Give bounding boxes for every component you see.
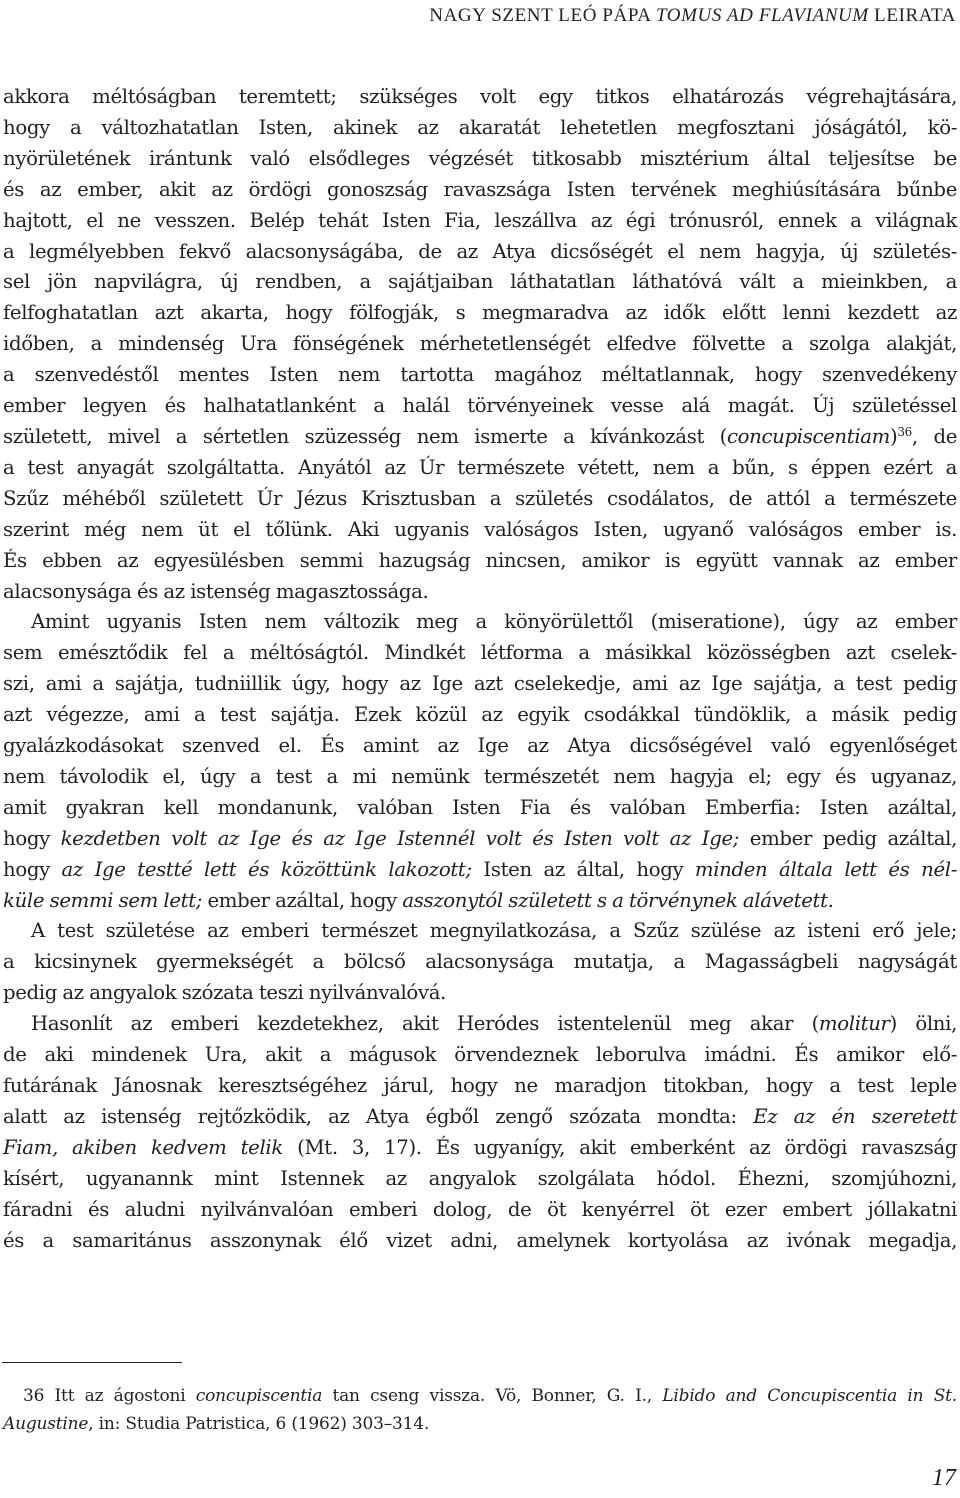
text-line: a szenvedéstől mentes Isten nem tartotta magához méltatlannak, hogy szenvedékeny <box>3 363 957 387</box>
text-line: küle semmi sem lett; ember azáltal, hogy asszonytól született s a törvénynek alávetett. <box>3 888 834 912</box>
text-line: és a samaritánus asszonynak élő vizet adni, amelynek kortyolása az ivónak megadja, <box>3 1228 957 1252</box>
text-line: felfoghatatlan azt akarta, hogy fölfogják, s megmaradva az idők előtt lenni kezdett az <box>3 301 957 325</box>
text-line: hogy az Ige testté lett és közöttünk lakozott; Isten az által, hogy minden általa lett és nél- <box>3 857 957 881</box>
text-line: és az ember, akit az ördögi gonoszság ravaszsága Isten tervének meghiúsítására bűnbe <box>3 177 957 201</box>
text-line: hogy kezdetben volt az Ige és az Ige Istennél volt és Isten volt az Ige; ember pedig azáltal, <box>3 826 958 850</box>
text-line: nem távolodik el, úgy a test a mi nemünk természetét nem hagyja el; egy és ugyanaz, <box>3 764 957 788</box>
text-line: akkora méltóságban teremtett; szükséges volt egy titkos elhatározás végrehajtására, <box>3 85 957 108</box>
text-line: a test anyagát szolgáltatta. Anyától az Úr természete vétett, nem a bűn, s éppen ezért a <box>3 455 957 479</box>
text-line: A test születése az emberi természet megnyilatkozása, a Szűz szülése az isteni erő jele; <box>31 919 957 943</box>
text-line: sel jön napvilágra, új rendben, a sajátjaiban láthatatlan láthatóvá vált a mieinkben, a <box>3 270 957 294</box>
text-line: Fiam, akiben kedvem telik (Mt. 3, 17). És ugyanígy, akit emberként az ördögi ravaszság <box>3 1135 957 1159</box>
footnote-divider <box>2 1362 182 1363</box>
header-italic-title: TOMUS AD FLAVIANUM <box>655 5 869 26</box>
header-text-end: LEIRATA <box>868 5 956 26</box>
text-line: szerint még nem üt el tőlünk. Aki ugyanis valóságos Isten, ugyanő valóságos ember is. <box>3 517 957 541</box>
header-text: NAGY SZENT LEÓ PÁPA <box>429 5 656 26</box>
text-line: gyalázkodásokat szenved el. És amint az Ige az Atya dicsőségével való egyenlőséget <box>3 734 957 758</box>
text-line: Hasonlít az emberi kezdetekhez, akit Heródes istentelenül meg akar (molitur) ölni, <box>31 1012 957 1036</box>
footnote-line: 36 Itt az ágostoni concupiscentia tan cseng vissza. Vö, Bonner, G. I., Libido and Concupiscentia in St. <box>23 1386 957 1406</box>
text-line: pedig az angyalok szózata teszi nyilvánvalóvá. <box>3 981 446 1005</box>
text-line: alacsonysága és az istenség magasztossága. <box>3 579 429 603</box>
running-header <box>429 5 956 27</box>
text-line: alatt az istenség rejtőzködik, az Atya égből zengő szózata mondta: Ez az én szeretett <box>3 1104 957 1128</box>
text-line: időben, a mindenség Ura fönségének mérhetetlenségét elfedve fölvette a szolga alakját, <box>3 332 957 356</box>
text-line: a kicsinynek gyermekségét a bölcső alacsonysága mutatja, a Magasságbeli nagyságát <box>3 950 957 974</box>
text-line: a legmélyebben fekvő alacsonyságába, de az Atya dicsőségét el nem hagyja, új születés- <box>3 239 957 263</box>
text-line: ember legyen és halhatatlanként a halál törvényeinek vesse alá magát. Új születéssel <box>3 394 957 418</box>
page-number: 17 <box>932 1465 956 1491</box>
footnote-line: Augustine, in: Studia Patristica, 6 (1962) 303–314. <box>3 1413 430 1434</box>
footnote <box>3 1383 957 1438</box>
text-line: nyörületének irántunk való elsődleges végzését titkosabb misztérium által teljesítse be <box>3 146 957 170</box>
text-line: Szűz méhéből született Úr Jézus Krisztusban a születés csodálatos, de attól a természete <box>3 486 957 510</box>
text-line: hogy a változhatatlan Isten, akinek az akaratát lehetetlen megfosztani jóságától, kö- <box>3 115 957 139</box>
text-line: de aki mindenek Ura, akit a mágusok örvendeznek leborulva imádni. És amikor elő- <box>3 1043 957 1067</box>
text-line: szi, ami a sajátja, tudniillik úgy, hogy az Ige azt cselekedje, ami az Ige sajátja, a test pedig <box>3 672 957 696</box>
body-text <box>3 82 957 1256</box>
text-line: fáradni és aludni nyilvánvalóan emberi dolog, de öt kenyérrel öt ezer embert jóllakatni <box>3 1197 957 1221</box>
text-line: azt végezze, ami a test sajátja. Ezek közül az egyik csodákkal tündöklik, a másik pedig <box>3 703 957 727</box>
footnote-ref: 36 <box>897 424 912 439</box>
text-line: És ebben az egyesülésben semmi hazugság nincsen, amikor is együtt vannak az ember <box>3 548 957 572</box>
text-line: Amint ugyanis Isten nem változik meg a könyörülettől (miseratione), úgy az ember <box>31 610 957 634</box>
text-line: amit gyakran kell mondanunk, valóban Isten Fia és valóban Emberfia: Isten azáltal, <box>3 795 957 819</box>
text-line: született, mivel a sértetlen szüzesség nem ismerte a kívánkozást (concupiscentiam)$^{36}$, de <box>3 424 958 448</box>
text-line: hajtott, el ne vesszen. Belép tehát Isten Fia, leszállva az égi trónusról, ennek a világnak <box>3 208 957 232</box>
text-line: sem emésztődik fel a méltóságtól. Mindkét létforma a másikkal közösségben azt cselek- <box>3 641 957 665</box>
text-line: futárának Jánosnak keresztségéhez járul, hogy ne maradjon titokban, hogy a test leple <box>3 1074 957 1097</box>
text-line: kísért, ugyanannk mint Istennek az angyalok szolgálata hódol. Éhezni, szomjúhozni, <box>3 1166 957 1190</box>
